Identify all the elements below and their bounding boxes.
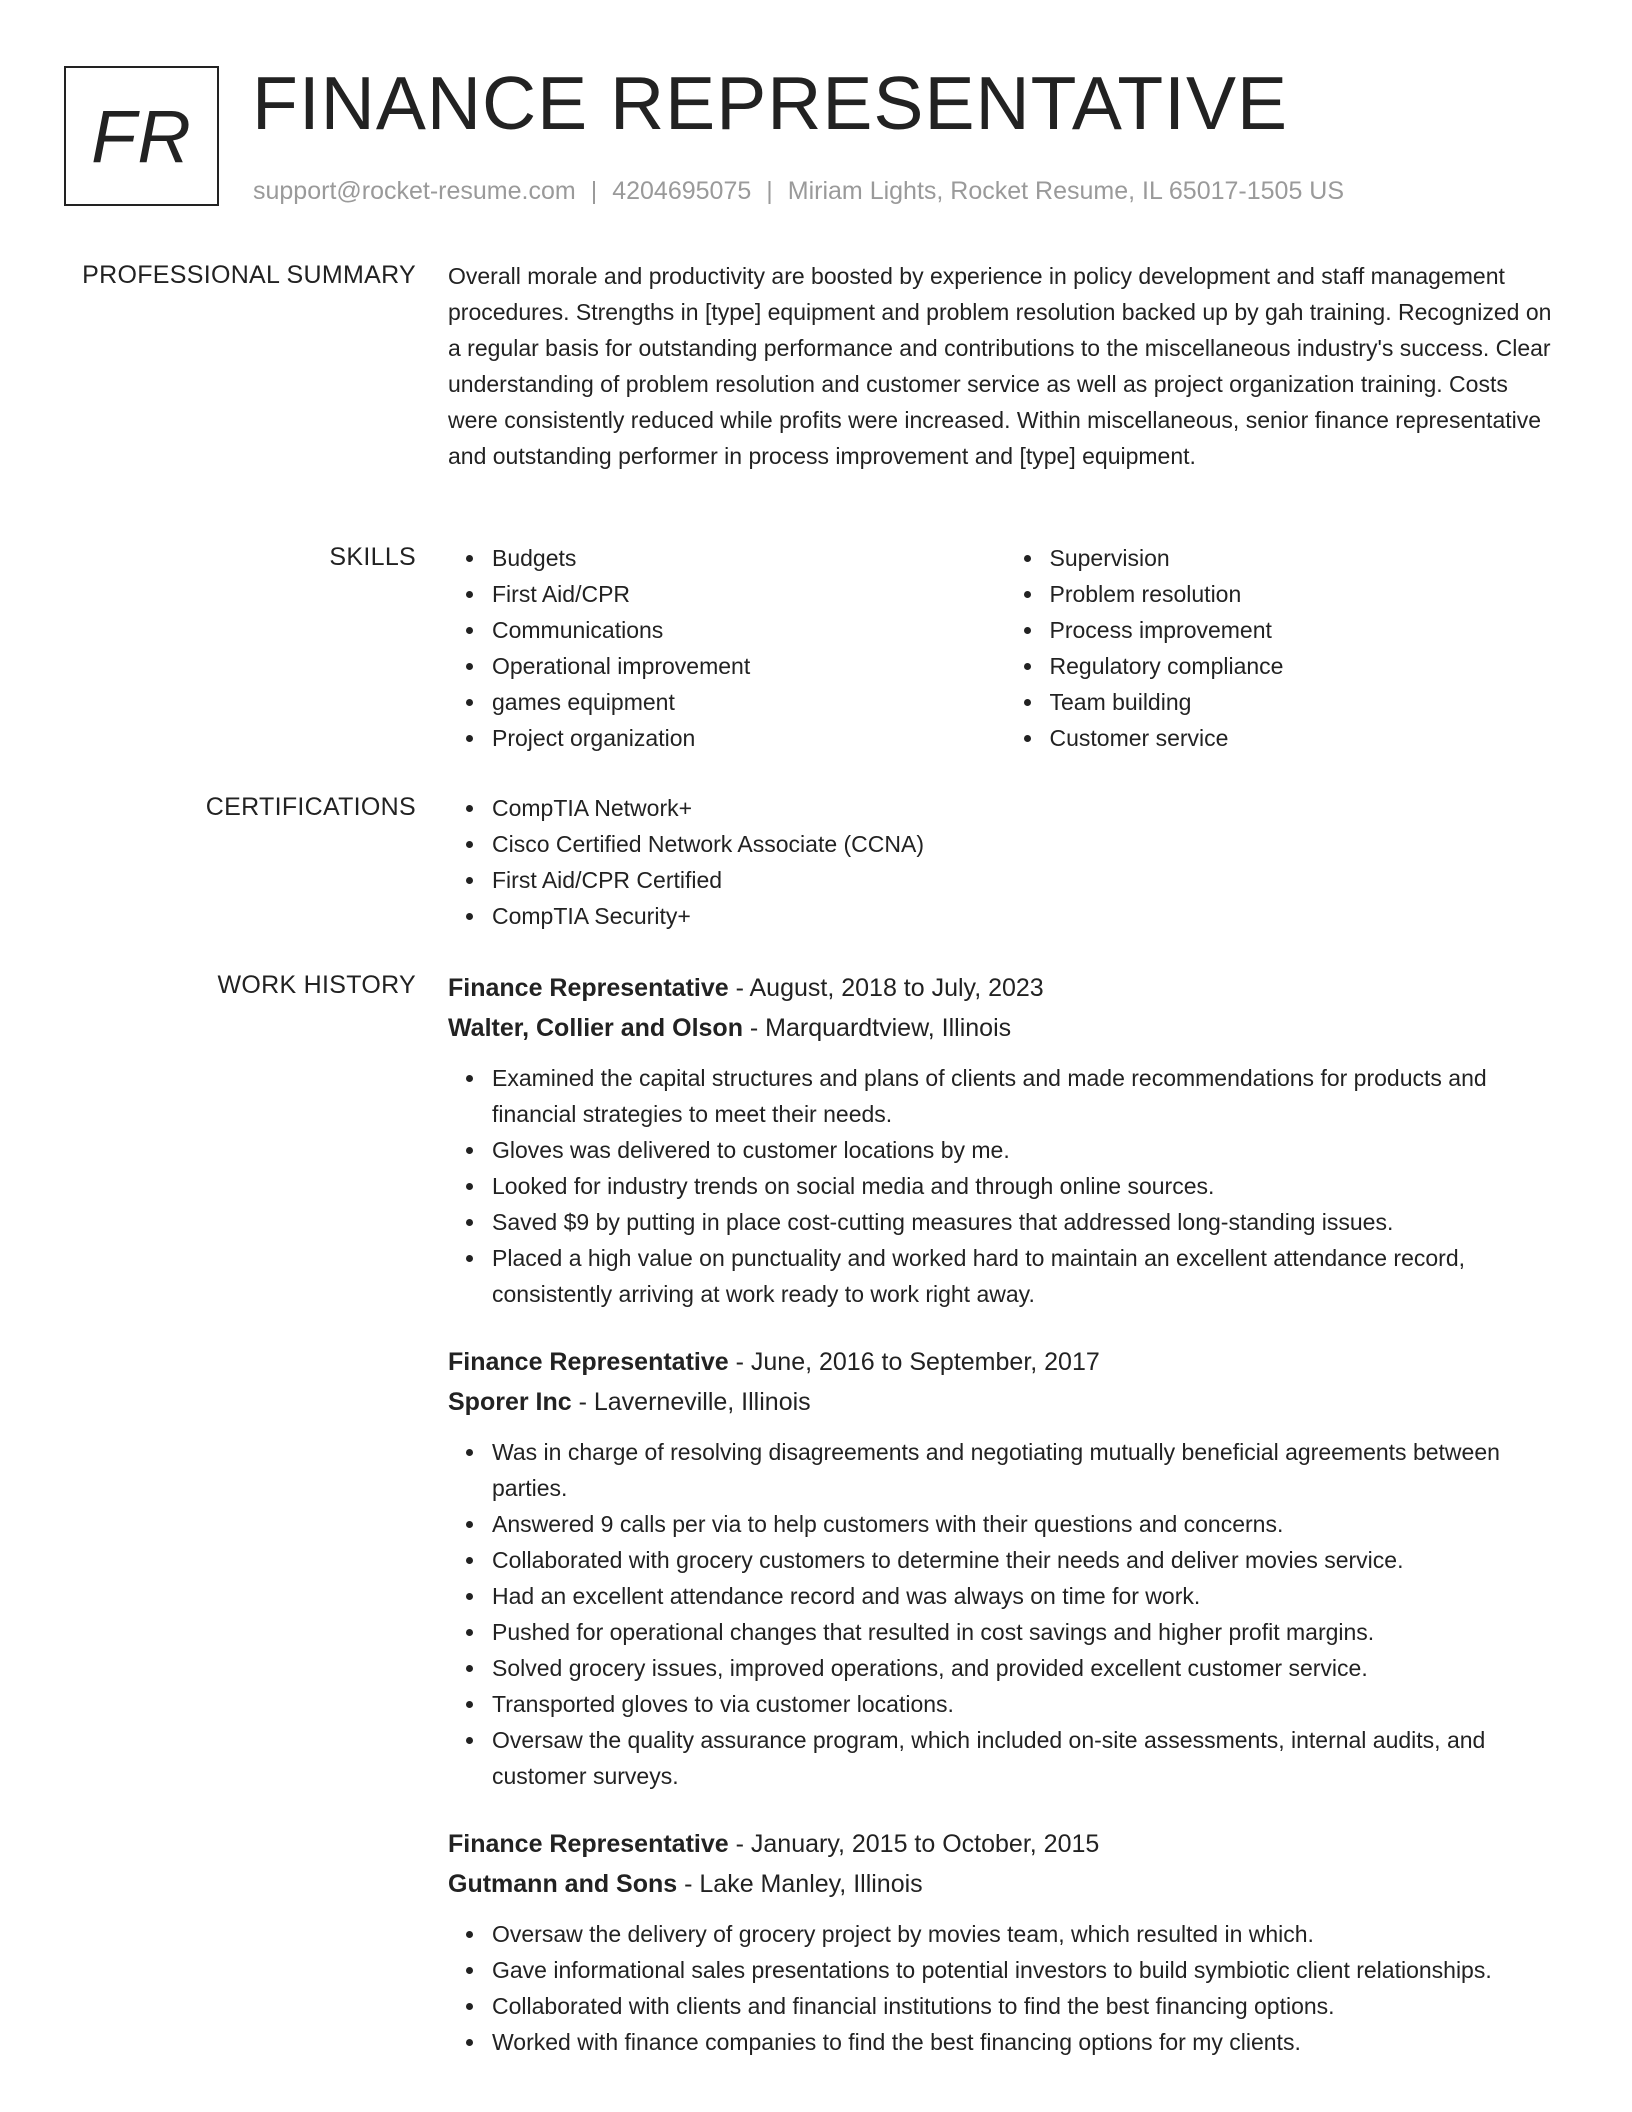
job-bullet: Saved $9 by putting in place cost-cutting measures that addressed long-standing issues. — [492, 1204, 1563, 1240]
monogram-logo — [64, 66, 219, 206]
certification-item: Cisco Certified Network Associate (CCNA) — [492, 826, 1563, 862]
skill-item: Communications — [492, 612, 1006, 648]
job-location: - Lake Manley, Illinois — [677, 1870, 923, 1898]
skill-item: Process improvement — [1050, 612, 1564, 648]
section-title-summary: PROFESSIONAL SUMMARY — [82, 261, 416, 289]
job-entry — [448, 1342, 1563, 1794]
certification-item: CompTIA Security+ — [492, 898, 1563, 934]
skill-item: Customer service — [1050, 720, 1564, 756]
job-company: Walter, Collier and Olson — [448, 1014, 743, 1042]
page-title: FINANCE REPRESENTATIVE — [252, 61, 1289, 145]
skill-item: Team building — [1050, 684, 1564, 720]
job-location: - Marquardtview, Illinois — [742, 1014, 1012, 1042]
job-company-line — [448, 1008, 1563, 1048]
skills-list-left — [448, 540, 1006, 756]
summary-body — [448, 258, 1563, 474]
job-entry — [448, 968, 1563, 1312]
certifications-list — [448, 790, 1563, 934]
certification-item: CompTIA Network+ — [492, 790, 1563, 826]
job-bullet: Collaborated with grocery customers to determine their needs and deliver movies service. — [492, 1542, 1563, 1578]
job-dates: - August, 2018 to July, 2023 — [728, 974, 1044, 1002]
job-bullet: Had an excellent attendance record and was always on time for work. — [492, 1578, 1563, 1614]
job-bullets — [448, 1434, 1563, 1794]
skill-item: Project organization — [492, 720, 1006, 756]
job-bullet: Worked with finance companies to find the best financing options for my clients. — [492, 2024, 1563, 2060]
contact-line — [253, 174, 1344, 208]
job-bullet: Looked for industry trends on social media and through online sources. — [492, 1168, 1563, 1204]
skill-item: Problem resolution — [1050, 576, 1564, 612]
job-bullet: Transported gloves to via customer locations. — [492, 1686, 1563, 1722]
job-bullets — [448, 1060, 1563, 1312]
job-company: Sporer Inc — [448, 1388, 572, 1416]
skill-item: Supervision — [1050, 540, 1564, 576]
work-history-body — [448, 968, 1563, 2090]
job-dates: - June, 2016 to September, 2017 — [728, 1348, 1100, 1376]
section-title-work-history: WORK HISTORY — [217, 971, 416, 999]
job-title-line — [448, 1342, 1563, 1382]
job-bullet: Answered 9 calls per via to help customers with their questions and concerns. — [492, 1506, 1563, 1542]
job-title-line — [448, 1824, 1563, 1864]
skill-item: Operational improvement — [492, 648, 1006, 684]
contact-email[interactable]: support@rocket-resume.com — [253, 177, 576, 205]
job-bullet: Collaborated with clients and financial institutions to find the best financing options. — [492, 1988, 1563, 2024]
summary-text: Overall morale and productivity are boosted by experience in policy development and staff management procedures. Strengths in [type] equipment and problem resolution backed up by gah training. Recognized on a regular basis for outstanding performance and contributions to the miscellaneous industry's success. Clear understanding of problem resolution and customer service as well as project organization training. Costs were consistently reduced while profits were increased. Within miscellaneous, senior finance representative and outstanding performer in process improvement and [type] equipment. — [448, 263, 1552, 469]
job-company-line — [448, 1382, 1563, 1422]
job-bullet: Gloves was delivered to customer locations by me. — [492, 1132, 1563, 1168]
skill-item: Regulatory compliance — [1050, 648, 1564, 684]
job-company-line — [448, 1864, 1563, 1904]
certifications-body — [448, 790, 1563, 934]
skill-item: games equipment — [492, 684, 1006, 720]
job-bullets — [448, 1916, 1563, 2060]
job-title-line — [448, 968, 1563, 1008]
contact-separator: | — [590, 177, 598, 205]
job-bullet: Oversaw the quality assurance program, which included on-site assessments, internal audits, and customer surveys. — [492, 1722, 1563, 1794]
skills-list-right — [1006, 540, 1564, 756]
job-bullet: Examined the capital structures and plans of clients and made recommendations for products and financial strategies to meet their needs. — [492, 1060, 1563, 1132]
contact-phone[interactable]: 4204695075 — [612, 177, 752, 205]
contact-address: Miriam Lights, Rocket Resume, IL 65017-1505 US — [787, 177, 1345, 205]
job-bullet: Pushed for operational changes that resulted in cost savings and higher profit margins. — [492, 1614, 1563, 1650]
job-bullet: Oversaw the delivery of grocery project by movies team, which resulted in which. — [492, 1916, 1563, 1952]
contact-separator: | — [766, 177, 773, 205]
job-entry — [448, 1824, 1563, 2060]
certification-item: First Aid/CPR Certified — [492, 862, 1563, 898]
job-dates: - January, 2015 to October, 2015 — [728, 1830, 1100, 1858]
skill-item: Budgets — [492, 540, 1006, 576]
job-company: Gutmann and Sons — [448, 1870, 678, 1898]
skill-item: First Aid/CPR — [492, 576, 1006, 612]
job-role: Finance Representative — [448, 974, 729, 1002]
section-title-certifications: CERTIFICATIONS — [205, 793, 416, 821]
job-bullet: Gave informational sales presentations to potential investors to build symbiotic client relationships. — [492, 1952, 1563, 1988]
job-bullet: Placed a high value on punctuality and worked hard to maintain an excellent attendance record, consistently arriving at work ready to work right away. — [492, 1240, 1563, 1312]
job-bullet: Was in charge of resolving disagreements and negotiating mutually beneficial agreements between parties. — [492, 1434, 1563, 1506]
job-location: - Laverneville, Illinois — [571, 1388, 811, 1416]
section-title-skills: SKILLS — [329, 543, 416, 571]
job-bullet: Solved grocery issues, improved operations, and provided excellent customer service. — [492, 1650, 1563, 1686]
job-role: Finance Representative — [448, 1830, 729, 1858]
skills-body — [448, 540, 1563, 756]
job-role: Finance Representative — [448, 1348, 729, 1376]
monogram-text: FR — [91, 94, 192, 178]
